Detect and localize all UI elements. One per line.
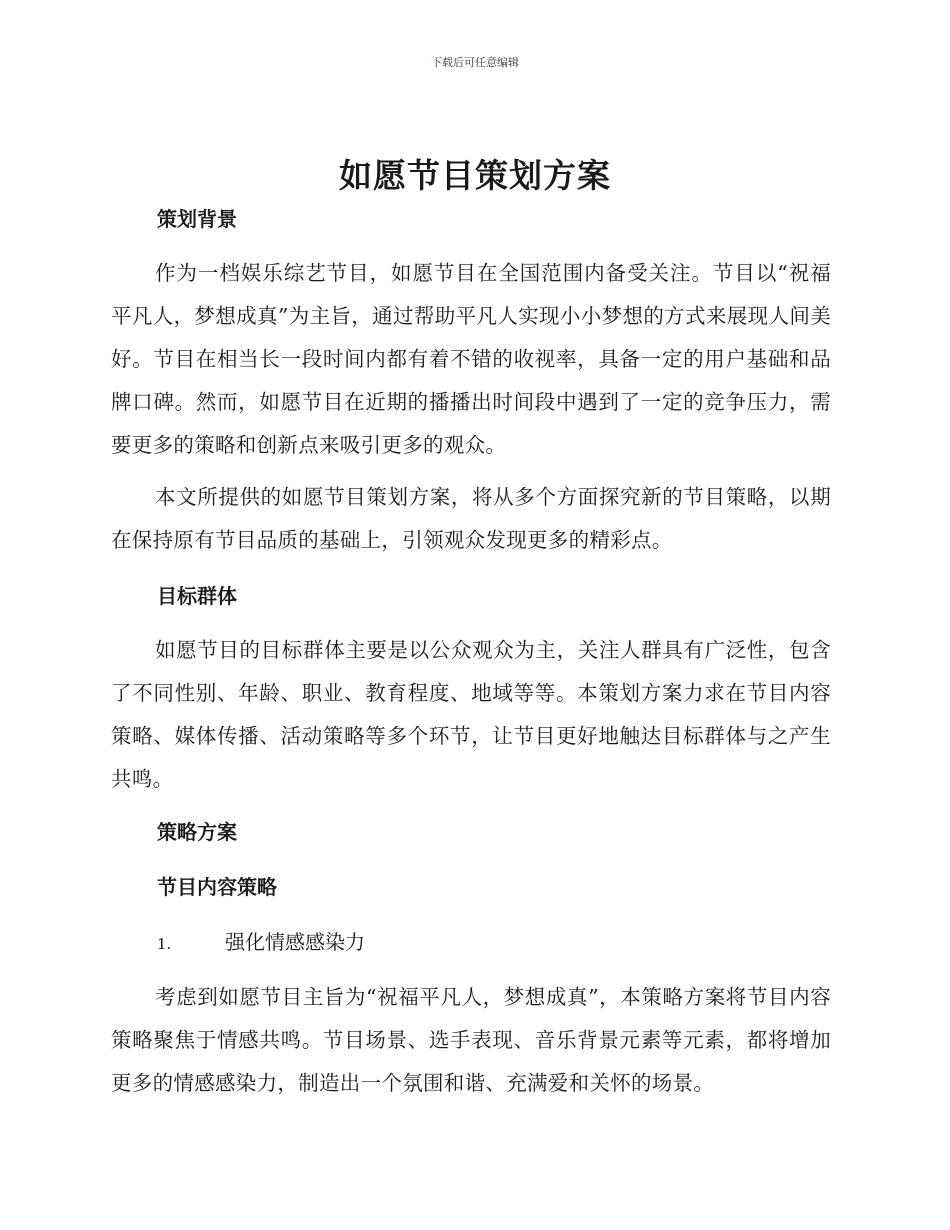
paragraph-target-1: 如愿节目的目标群体主要是以公众观众为主，关注人群具有广泛性，包含了不同性别、年龄、职业、教育程度、地域等等。本策划方案力求在节目内容策略、媒体传播、活动策略等多个环节，让节目更好地触达目标群体与之产生共鸣。 <box>111 638 831 791</box>
section-heading-strategy: 策略方案 <box>157 820 237 844</box>
list-item-label: 强化情感感染力 <box>225 930 365 954</box>
section-heading-target: 目标群体 <box>157 584 237 608</box>
subsection-heading-content-strategy: 节目内容策略 <box>157 875 277 899</box>
document-title: 如愿节目策划方案 <box>339 156 611 195</box>
paragraph-background-1: 作为一档娱乐综艺节目，如愿节目在全国范围内备受关注。节目以“祝福平凡人，梦想成真”为主旨，通过帮助平凡人实现小小梦想的方式来展现人间美好。节目在相当长一段时间内都有着不错的收视率，具备一定的用户基础和品牌口碑。然而，如愿节目在近期的播播出时间段中遇到了一定的竞争压力，需要更多的策略和创新点来吸引更多的观众。 <box>111 261 831 457</box>
header-note: 下载后可任意编辑 <box>431 56 519 69</box>
section-heading-background: 策划背景 <box>157 207 237 231</box>
paragraph-background-2: 本文所提供的如愿节目策划方案，将从多个方面探究新的节目策略，以期在保持原有节目品质的基础上，引领观众发现更多的精彩点。 <box>111 485 831 552</box>
paragraph-strategy-1: 考虑到如愿节目主旨为“祝福平凡人，梦想成真”，本策略方案将节目内容策略聚焦于情感共鸣。节目场景、选手表现、音乐背景元素等元素，都将增加更多的情感感染力，制造出一个氛围和谐、充满爱和关怀的场景。 <box>111 985 831 1095</box>
list-item-number: 1. <box>157 935 172 953</box>
list-item-1 <box>157 928 365 958</box>
